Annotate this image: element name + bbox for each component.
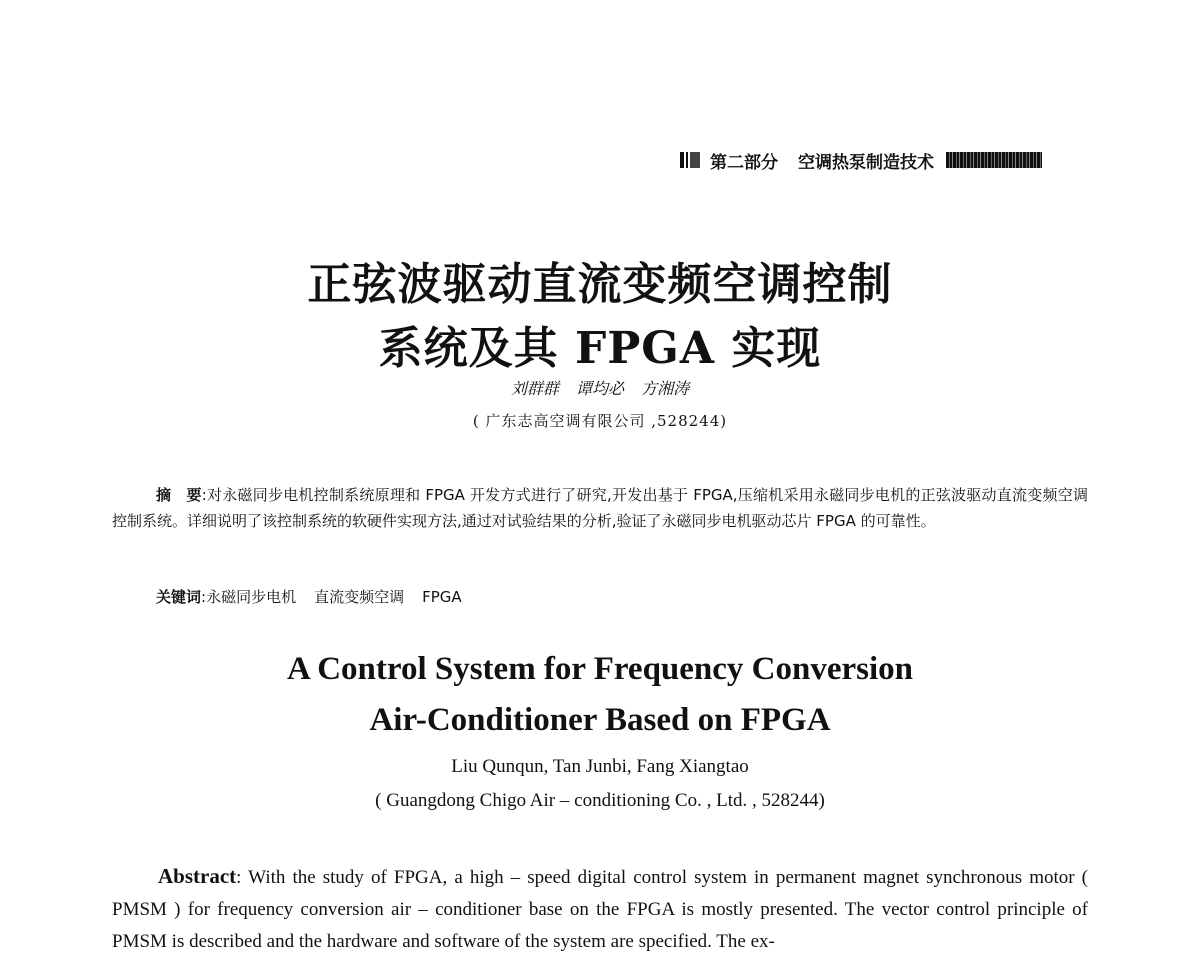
en-abstract [112, 860, 1088, 958]
cn-keyword: FPGA [422, 588, 462, 606]
cn-keywords [156, 584, 1056, 610]
section-title: 空调热泵制造技术 [798, 152, 934, 173]
cn-keyword: 直流变频空调 [314, 588, 405, 606]
en-abstract-text: : With the study of FPGA, a high – speed digital control system in permanent magnet synchronous motor ( PMSM ) for frequency conversion air – conditioner base on the FPGA is mostly presented. The vector control principle of PMSM is described and the hardware and software of the system are specified. The ex- [112, 867, 1088, 952]
header-right-marker [946, 152, 1042, 168]
cn-keywords-sep: : [201, 588, 207, 606]
en-affiliation: ( Guangdong Chigo Air – conditioning Co. , Ltd. , 528244) [375, 790, 825, 811]
header-left-marker [680, 152, 700, 168]
en-title-line-1: A Control System for Frequency Conversion [286, 651, 914, 687]
en-authors: Liu Qunqun, Tan Junbi, Fang Xiangtao [451, 756, 749, 777]
cn-affiliation: ( 广东志高空调有限公司 ,528244) [472, 412, 728, 430]
section-label: 第二部分 [710, 152, 778, 173]
cn-title-line-1: 正弦波驱动直流变频空调控制 [307, 259, 893, 310]
running-header [680, 148, 1042, 172]
cn-abstract [112, 482, 1088, 534]
cn-keyword: 永磁同步电机 [206, 588, 297, 606]
en-abstract-label: Abstract [158, 864, 237, 888]
cn-title-line-2: 系统及其 FPGA 实现 [378, 323, 822, 374]
cn-abstract-label: 摘 要 [156, 486, 202, 504]
cn-authors: 刘群群 谭均必 方湘涛 [510, 379, 690, 398]
cn-abstract-text: :对永磁同步电机控制系统原理和 FPGA 开发方式进行了研究,开发出基于 FPGA,压缩机采用永磁同步电机的正弦波驱动直流变频空调控制系统。详细说明了该控制系统的软硬件实现方法,通过对试验结果的分析,验证了永磁同步电机驱动芯片 FPGA 的可靠性。 [112, 486, 1088, 530]
en-title-line-2: Air-Conditioner Based on FPGA [369, 702, 831, 738]
cn-keywords-label: 关键词 [156, 588, 202, 606]
